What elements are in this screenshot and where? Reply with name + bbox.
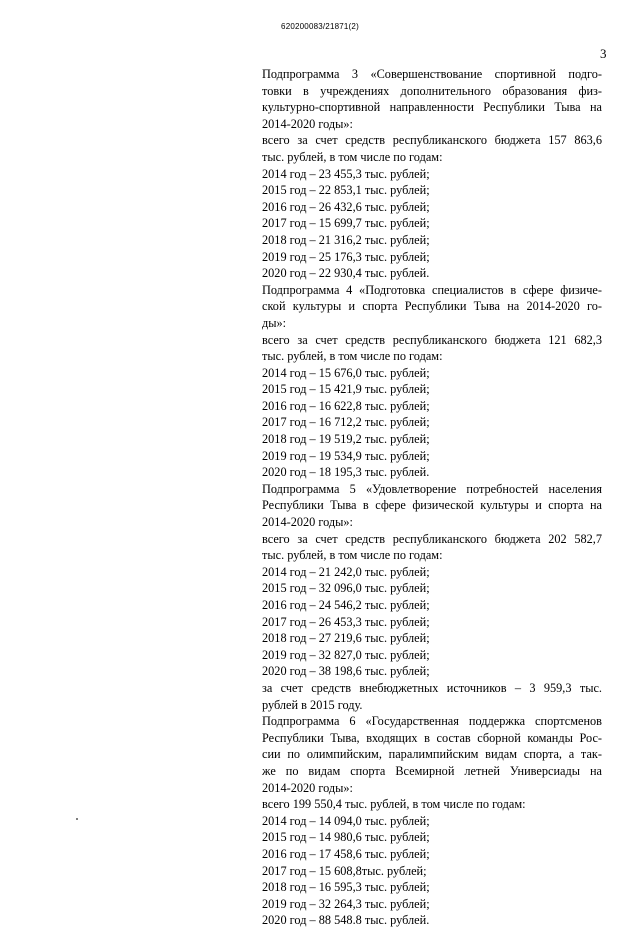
subprogram-title-line: Подпрограмма 6 «Государственная поддержка спортсменов xyxy=(262,714,602,729)
year-amount-line: 2020 год – 88 548.8 тыс. рублей. xyxy=(262,913,430,928)
year-amount-line: 2017 год – 15 608,8тыс. рублей; xyxy=(262,863,427,878)
year-amount-line: 2015 год – 15 421,9 тыс. рублей; xyxy=(262,382,430,397)
year-amount-line: 2020 год – 22 930,4 тыс. рублей. xyxy=(262,266,430,281)
year-amount-line: 2020 год – 38 198,6 тыс. рублей; xyxy=(262,664,430,679)
budget-total-line: тыс. рублей, в том числе по годам: xyxy=(262,149,443,164)
year-amount-line: 2014 год – 21 242,0 тыс. рублей; xyxy=(262,564,430,579)
subprogram-title-line: ской культуры и спорта Республики Тыва на 2014-2020 го- xyxy=(262,299,602,314)
subprogram-title-line: 2014-2020 годы»: xyxy=(262,780,353,795)
subprogram-title-line: Подпрограмма 5 «Удовлетворение потребностей населения xyxy=(262,481,602,496)
year-amount-line: 2019 год – 19 534,9 тыс. рублей; xyxy=(262,448,430,463)
subprogram-title-line: ды»: xyxy=(262,315,287,330)
year-amount-line: 2014 год – 15 676,0 тыс. рублей; xyxy=(262,365,430,380)
year-amount-line: 2014 год – 23 455,3 тыс. рублей; xyxy=(262,166,430,181)
subprogram-4 xyxy=(262,282,602,481)
subprogram-title-line: Подпрограмма 3 «Совершенствование спортивной подго- xyxy=(262,67,602,81)
year-amount-line: 2017 год – 16 712,2 тыс. рублей; xyxy=(262,415,430,430)
budget-total-line: всего 199 550,4 тыс. рублей, в том числе по годам: xyxy=(262,797,526,812)
year-amount-line: 2018 год – 19 519,2 тыс. рублей; xyxy=(262,432,430,447)
subprogram-3 xyxy=(262,66,602,282)
budget-total-line: тыс. рублей, в том числе по годам: xyxy=(262,349,443,364)
subprogram-title-line: Республики Тыва, входящих в состав сборной команды Рос- xyxy=(262,730,602,745)
document-id: 620200083/21871(2) xyxy=(281,22,359,31)
year-amount-line: 2019 год – 32 827,0 тыс. рублей; xyxy=(262,647,430,662)
year-amount-line: 2018 год – 27 219,6 тыс. рублей; xyxy=(262,631,430,646)
year-amount-line: 2019 год – 25 176,3 тыс. рублей; xyxy=(262,249,430,264)
budget-total-line: всего за счет средств республиканского бюджета 202 582,7 xyxy=(262,531,602,546)
year-amount-line: 2015 год – 22 853,1 тыс. рублей; xyxy=(262,183,430,198)
subprogram-title-line: же по видам спорта Всемирной летней Универсиады на xyxy=(262,763,602,778)
year-amount-line: 2015 год – 32 096,0 тыс. рублей; xyxy=(262,581,430,596)
extrabudgetary-line: за счет средств внебюджетных источников – 3 959,3 тыс. xyxy=(262,680,602,695)
year-amount-line: 2016 год – 24 546,2 тыс. рублей; xyxy=(262,598,430,612)
extrabudgetary-line: рублей в 2015 году. xyxy=(262,697,363,712)
subprogram-title-line: товки в учреждениях дополнительного образования физ- xyxy=(262,83,602,98)
scan-speck xyxy=(76,818,78,820)
year-amount-line: 2016 год – 16 622,8 тыс. рублей; xyxy=(262,398,430,413)
page-number: 3 xyxy=(600,46,607,61)
subprogram-title-line: сии по олимпийским, паралимпийским видам спорта, а так- xyxy=(262,747,602,762)
budget-total-line: всего за счет средств республиканского бюджета 121 682,3 xyxy=(262,332,602,347)
year-amount-line: 2016 год – 17 458,6 тыс. рублей; xyxy=(262,846,430,861)
year-amount-line: 2017 год – 15 699,7 тыс. рублей; xyxy=(262,216,430,231)
year-amount-line: 2017 год – 26 453,3 тыс. рублей; xyxy=(262,614,430,629)
year-amount-line: 2016 год – 26 432,6 тыс. рублей; xyxy=(262,199,430,214)
document-body xyxy=(262,66,602,929)
subprogram-6 xyxy=(262,713,602,929)
subprogram-5 xyxy=(262,481,602,713)
budget-total-line: тыс. рублей, в том числе по годам: xyxy=(262,548,443,563)
subprogram-title-line: Подпрограмма 4 «Подготовка специалистов в сфере физиче- xyxy=(262,282,602,297)
subprogram-title-line: культурно-спортивной направленности Республики Тыва на xyxy=(262,100,602,115)
subprogram-title-line: 2014-2020 годы»: xyxy=(262,116,353,131)
budget-total-line: всего за счет средств республиканского бюджета 157 863,6 xyxy=(262,133,602,148)
year-amount-line: 2020 год – 18 195,3 тыс. рублей. xyxy=(262,465,430,480)
year-amount-line: 2018 год – 16 595,3 тыс. рублей; xyxy=(262,880,430,895)
subprogram-title-line: 2014-2020 годы»: xyxy=(262,515,353,530)
year-amount-line: 2014 год – 14 094,0 тыс. рублей; xyxy=(262,813,430,828)
year-amount-line: 2018 год – 21 316,2 тыс. рублей; xyxy=(262,232,430,247)
year-amount-line: 2019 год – 32 264,3 тыс. рублей; xyxy=(262,896,430,911)
year-amount-line: 2015 год – 14 980,6 тыс. рублей; xyxy=(262,830,430,845)
subprogram-title-line: Республики Тыва в сфере физической культуры и спорта на xyxy=(262,498,602,513)
